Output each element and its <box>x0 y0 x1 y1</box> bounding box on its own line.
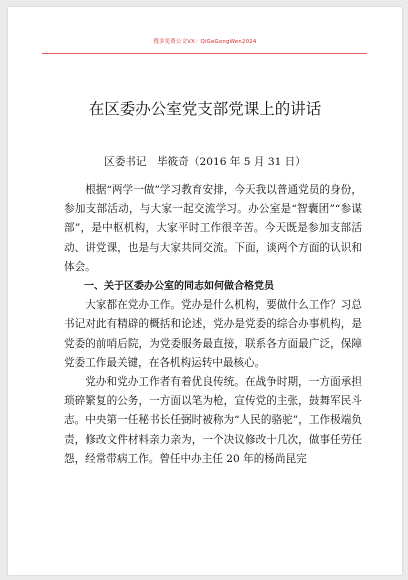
paragraph: 根据“两学一做”学习教育安排，今天我以普通党员的身份，参加支部活动，与大家一起交流学习。办公室是“智囊团”“参谋部”，是中枢机构，大家平时工作很辛苦。今天既是参加支部活动、讲党课，也是与大家共同交流。下面，谈两个方面的认识和体会。 <box>64 184 362 273</box>
paragraph: 党办和党办工作者有着优良传统。在战争时期，一方面承担琐碎繁复的公务，一方面以笔为枪，宣传党的主张，鼓舞军民斗志。中央第一任秘书长任弼时被称为“人民的骆驼”，工作极端负责，修改文件材料亲力亲为，一个决议修改十几次，做事任劳任怨，经常带病工作。曾任中办主任 20 年的杨尚昆完 <box>64 376 362 465</box>
document-body <box>64 181 362 469</box>
header-rule <box>42 53 367 54</box>
byline: 区委书记 毕筱奇（2016 年 5 月 31 日） <box>104 156 306 168</box>
paragraph: 大家都在党办工作。党办是什么机构，要做什么工作？习总书记对此有精辟的概括和论述，党办是党委的综合办事机构，是党委的前哨后院，为党委服务最直接，联系各方面最广泛，保障党委工作最关键，在各机构运转中最核心。 <box>64 299 362 369</box>
document-page <box>8 7 402 575</box>
document-title: 在区委办公室党支部党课上的讲话 <box>88 100 322 118</box>
section-heading: 一、关于区委办公室的同志如何做合格党员 <box>84 281 274 293</box>
header-note: 搜多免费公文VX：QiGeGongWen2024 <box>153 39 257 45</box>
